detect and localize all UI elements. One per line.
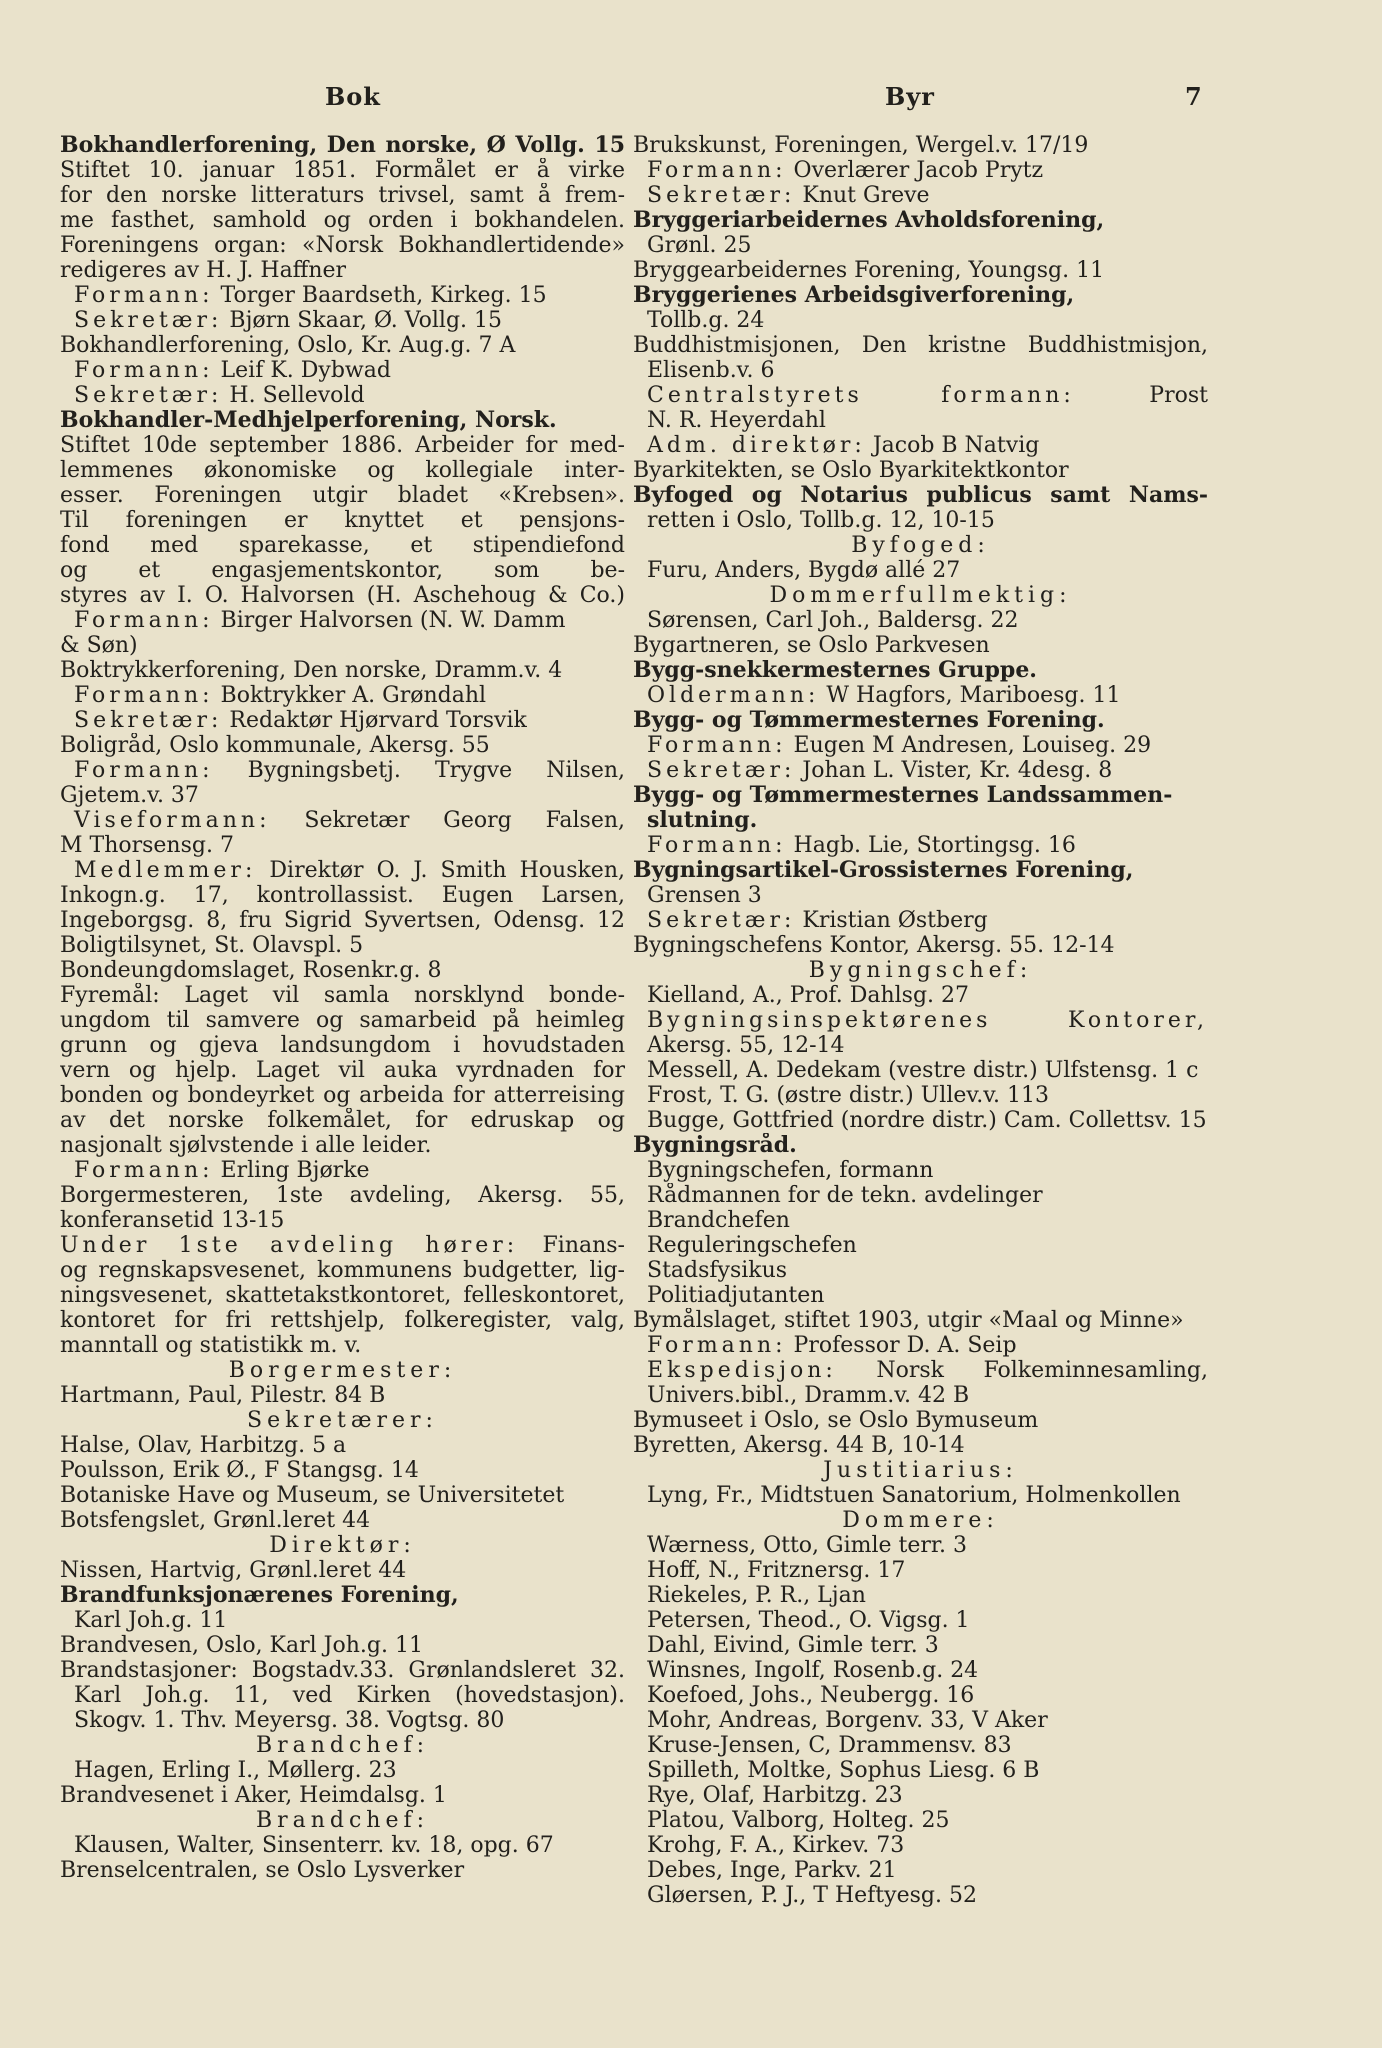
text-line: vern og hjelp. Laget vil auka vyrdnaden for bbox=[60, 1058, 625, 1083]
text-line: Bokhandlerforening, Oslo, Kr. Aug.g. 7 A bbox=[60, 333, 516, 358]
text-line: Direktør: bbox=[269, 1533, 416, 1558]
header-right: Byr bbox=[885, 82, 935, 111]
text-line: for den norske litteraturs trivsel, samt å frem- bbox=[60, 183, 625, 208]
text-line: Sekretær: Redaktør Hjørvard Torsvik bbox=[74, 708, 527, 733]
text-line: Medlemmer: Direktør O. J. Smith Housken, bbox=[74, 858, 625, 883]
text-line: Gløersen, P. J., T Heftyesg. 52 bbox=[647, 1883, 977, 1908]
text-line: Til foreningen er knyttet et pensjons- bbox=[60, 508, 625, 533]
text-line: Brandfunksjonærenes Forening, bbox=[60, 1583, 459, 1608]
text-line: Oldermann: W Hagfors, Mariboesg. 11 bbox=[647, 683, 1121, 708]
text-line: Ingeborgsg. 8, fru Sigrid Syvertsen, Odensg. 12 bbox=[60, 908, 625, 933]
text-line: Brandchef: bbox=[255, 1808, 430, 1833]
text-line: esser. Foreningen utgir bladet «Krebsen». bbox=[60, 483, 625, 508]
text-line: Frost, T. G. (østre distr.) Ullev.v. 113 bbox=[647, 1083, 1049, 1108]
text-line: grunn og gjeva landsungdom i hovudstaden bbox=[60, 1033, 625, 1058]
text-line: redigeres av H. J. Haffner bbox=[60, 258, 347, 283]
text-line: Bygg-snekkermesternes Gruppe. bbox=[633, 658, 1037, 683]
text-line: Ekspedisjon: Norsk Folkeminnesamling, bbox=[647, 1358, 1208, 1383]
text-line: Wærness, Otto, Gimle terr. 3 bbox=[647, 1533, 967, 1558]
text-line: Winsnes, Ingolf, Rosenb.g. 24 bbox=[647, 1658, 979, 1683]
text-line: Borgermesteren, 1ste avdeling, Akersg. 55, bbox=[60, 1183, 625, 1208]
text-line: kontoret for fri rettshjelp, folkeregister, valg, bbox=[60, 1308, 625, 1333]
text-line: Brenselcentralen, se Oslo Lysverker bbox=[60, 1858, 465, 1883]
text-line: Stiftet 10de september 1886. Arbeider for med- bbox=[60, 433, 625, 458]
text-line: Boligråd, Oslo kommunale, Akersg. 55 bbox=[60, 733, 490, 758]
text-line: Brandvesenet i Aker, Heimdalsg. 1 bbox=[60, 1783, 447, 1808]
text-line: Under 1ste avdeling hører: Finans- bbox=[60, 1233, 625, 1258]
text-line: Karl Joh.g. 11 bbox=[74, 1608, 228, 1633]
text-line: Grensen 3 bbox=[647, 883, 762, 908]
text-line: Brandchef: bbox=[255, 1733, 430, 1758]
text-line: Spilleth, Moltke, Sophus Liesg. 6 B bbox=[647, 1758, 1040, 1783]
text-line: Dommerfullmektig: bbox=[769, 583, 1072, 608]
text-line: Riekeles, P. R., Ljan bbox=[647, 1583, 866, 1608]
text-line: Sekretær: Johan L. Vister, Kr. 4desg. 8 bbox=[647, 758, 1113, 783]
text-line: Nissen, Hartvig, Grønl.leret 44 bbox=[60, 1558, 407, 1583]
text-line: Boligtilsynet, St. Olavspl. 5 bbox=[60, 933, 364, 958]
text-line: Viseformann: Sekretær Georg Falsen, bbox=[74, 808, 625, 833]
text-line: Bymålslaget, stiftet 1903, utgir «Maal og Minne» bbox=[633, 1308, 1184, 1333]
text-line: Bygningsinspektørenes Kontorer, bbox=[647, 1008, 1208, 1033]
text-line: Byretten, Akersg. 44 B, 10-14 bbox=[633, 1433, 965, 1458]
text-line: Formann: Overlærer Jacob Prytz bbox=[647, 158, 1044, 183]
text-line: styres av I. O. Halvorsen (H. Aschehoug & Co.) bbox=[60, 583, 625, 608]
text-line: Bymuseet i Oslo, se Oslo Bymuseum bbox=[633, 1408, 1039, 1433]
header-left: Bok bbox=[325, 82, 381, 111]
text-line: slutning. bbox=[647, 808, 758, 833]
text-line: Bygningschefen, formann bbox=[647, 1158, 934, 1183]
text-line: Akersg. 55, 12-14 bbox=[647, 1033, 845, 1058]
text-line: Platou, Valborg, Holteg. 25 bbox=[647, 1808, 950, 1833]
text-line: manntall og statistikk m. v. bbox=[60, 1333, 362, 1358]
text-line: Botsfengslet, Grønl.leret 44 bbox=[60, 1508, 371, 1533]
text-line: Rådmannen for de tekn. avdelinger bbox=[647, 1183, 1043, 1208]
text-line: konferansetid 13-15 bbox=[60, 1208, 285, 1233]
text-line: Krohg, F. A., Kirkev. 73 bbox=[647, 1833, 905, 1858]
text-line: Bokhandler-Medhjelperforening, Norsk. bbox=[60, 408, 557, 433]
text-line: Tollb.g. 24 bbox=[647, 308, 765, 333]
text-line: Bryggearbeidernes Forening, Youngsg. 11 bbox=[633, 258, 1105, 283]
text-line: Botaniske Have og Museum, se Universitetet bbox=[60, 1483, 565, 1508]
text-line: Bokhandlerforening, Den norske, Ø Vollg. 15 bbox=[60, 133, 625, 158]
text-line: Furu, Anders, Bygdø allé 27 bbox=[647, 558, 961, 583]
text-line: Mohr, Andreas, Borgenv. 33, V Aker bbox=[647, 1708, 1048, 1733]
text-line: Stadsfysikus bbox=[647, 1258, 788, 1283]
text-line: Skogv. 1. Thv. Meyersg. 38. Vogtsg. 80 bbox=[74, 1708, 505, 1733]
text-line: Gjetem.v. 37 bbox=[60, 783, 199, 808]
text-line: Petersen, Theod., O. Vigsg. 1 bbox=[647, 1608, 970, 1633]
text-line: Bygningschefens Kontor, Akersg. 55. 12-14 bbox=[633, 933, 1115, 958]
text-line: Formann: Birger Halvorsen (N. W. Damm bbox=[74, 608, 566, 633]
text-line: Poulsson, Erik Ø., F Stangsg. 14 bbox=[60, 1458, 419, 1483]
text-line: ungdom til samvere og samarbeid på heimleg bbox=[60, 1008, 625, 1033]
page-number: 7 bbox=[1185, 82, 1203, 111]
text-line: av det norske folkemålet, for edruskap og bbox=[60, 1108, 625, 1133]
text-line: Koefoed, Johs., Neubergg. 16 bbox=[647, 1683, 975, 1708]
text-line: Bygg- og Tømmermesternes Forening. bbox=[633, 708, 1105, 733]
text-line: Formann: Erling Bjørke bbox=[74, 1158, 370, 1183]
text-line: Sekretær: Kristian Østberg bbox=[647, 908, 988, 933]
text-line: og regnskapsvesenet, kommunens budgetter, lig- bbox=[60, 1258, 625, 1283]
text-line: Sørensen, Carl Joh., Baldersg. 22 bbox=[647, 608, 1019, 633]
text-line: nasjonalt sjølvstende i alle leider. bbox=[60, 1133, 432, 1158]
left-column bbox=[60, 133, 625, 1883]
text-line: Sekretær: H. Sellevold bbox=[74, 383, 365, 408]
text-line: Boktrykkerforening, Den norske, Dramm.v. 4 bbox=[60, 658, 563, 683]
text-line: Halse, Olav, Harbitzg. 5 a bbox=[60, 1433, 347, 1458]
text-line: Dahl, Eivind, Gimle terr. 3 bbox=[647, 1633, 939, 1658]
text-line: Grønl. 25 bbox=[647, 233, 752, 258]
text-line: Univers.bibl., Dramm.v. 42 B bbox=[647, 1383, 970, 1408]
text-line: Centralstyrets formann: Prost bbox=[647, 383, 1208, 408]
text-line: Bygartneren, se Oslo Parkvesen bbox=[633, 633, 990, 658]
text-line: Formann: Hagb. Lie, Stortingsg. 16 bbox=[647, 833, 1076, 858]
text-line: Politiadjutanten bbox=[647, 1283, 825, 1308]
text-line: Bygningschef: bbox=[808, 958, 1033, 983]
text-line: Brandchefen bbox=[647, 1208, 790, 1233]
text-line: Lyng, Fr., Midtstuen Sanatorium, Holmenkollen bbox=[647, 1483, 1181, 1508]
text-line: Brandvesen, Oslo, Karl Joh.g. 11 bbox=[60, 1633, 423, 1658]
text-line: Fyremål: Laget vil samla norsklynd bonde- bbox=[60, 983, 625, 1008]
text-line: Bugge, Gottfried (nordre distr.) Cam. Collettsv. 15 bbox=[647, 1108, 1207, 1133]
right-column bbox=[633, 133, 1208, 1908]
text-line: Sekretær: Knut Greve bbox=[647, 183, 930, 208]
text-line: Buddhistmisjonen, Den kristne Buddhistmisjon, bbox=[633, 333, 1208, 358]
text-line: Stiftet 10. januar 1851. Formålet er å virke bbox=[60, 158, 625, 183]
text-line: Elisenb.v. 6 bbox=[647, 358, 775, 383]
text-line: lemmenes økonomiske og kollegiale inter- bbox=[60, 458, 625, 483]
text-line: Inkogn.g. 17, kontrollassist. Eugen Larsen, bbox=[60, 883, 625, 908]
text-line: Sekretær: Bjørn Skaar, Ø. Vollg. 15 bbox=[74, 308, 503, 333]
text-line: Hoff, N., Fritznersg. 17 bbox=[647, 1558, 906, 1583]
text-line: Klausen, Walter, Sinsenterr. kv. 18, opg. 67 bbox=[74, 1833, 554, 1858]
text-line: Formann: Torger Baardseth, Kirkeg. 15 bbox=[74, 283, 547, 308]
text-line: bonden og bondeyrket og arbeida for atterreising bbox=[60, 1083, 625, 1108]
text-line: Bygningsartikel-Grossisternes Forening, bbox=[633, 858, 1134, 883]
text-line: Bryggeriarbeidernes Avholdsforening, bbox=[633, 208, 1105, 233]
text-line: Borgermester: bbox=[228, 1358, 457, 1383]
text-line: Brukskunst, Foreningen, Wergel.v. 17/19 bbox=[633, 133, 1089, 158]
text-line: Bryggerienes Arbeidsgiverforening, bbox=[633, 283, 1075, 308]
text-line: Bondeungdomslaget, Rosenkr.g. 8 bbox=[60, 958, 442, 983]
text-line: Reguleringschefen bbox=[647, 1233, 857, 1258]
text-line: Sekretærer: bbox=[247, 1408, 438, 1433]
text-line: Kruse-Jensen, C, Drammensv. 83 bbox=[647, 1733, 1012, 1758]
text-line: Kielland, A., Prof. Dahlsg. 27 bbox=[647, 983, 970, 1008]
text-line: Brandstasjoner: Bogstadv.33. Grønlandsleret 32. bbox=[60, 1658, 625, 1683]
text-line: Hagen, Erling I., Møllerg. 23 bbox=[74, 1758, 397, 1783]
text-line: Bygningsråd. bbox=[633, 1133, 797, 1158]
text-line: Formann: Bygningsbetj. Trygve Nilsen, bbox=[74, 758, 625, 783]
text-line: Hartmann, Paul, Pilestr. 84 B bbox=[60, 1383, 386, 1408]
text-line: Byfoged: bbox=[851, 533, 990, 558]
text-line: Byfoged og Notarius publicus samt Nams- bbox=[633, 483, 1208, 508]
text-line: Bygg- og Tømmermesternes Landssammen- bbox=[633, 783, 1173, 808]
text-line: Messell, A. Dedekam (vestre distr.) Ulfstensg. 1 c bbox=[647, 1058, 1199, 1083]
text-line: Byarkitekten, se Oslo Byarkitektkontor bbox=[633, 458, 1069, 483]
text-line: & Søn) bbox=[60, 633, 138, 658]
text-line: me fasthet, samhold og orden i bokhandelen. bbox=[60, 208, 625, 233]
text-line: og et engasjementskontor, som be- bbox=[60, 558, 625, 583]
text-line: Karl Joh.g. 11, ved Kirken (hovedstasjon). bbox=[74, 1683, 625, 1708]
text-line: N. R. Heyerdahl bbox=[647, 408, 826, 433]
text-line: Formann: Professor D. A. Seip bbox=[647, 1333, 1017, 1358]
text-line: Dommere: bbox=[842, 1508, 999, 1533]
text-line: fond med sparekasse, et stipendiefond bbox=[60, 533, 625, 558]
text-line: M Thorsensg. 7 bbox=[60, 833, 234, 858]
text-line: Foreningens organ: «Norsk Bokhandlertidende» bbox=[60, 233, 625, 258]
text-line: Formann: Leif K. Dybwad bbox=[74, 358, 391, 383]
text-line: retten i Oslo, Tollb.g. 12, 10-15 bbox=[647, 508, 995, 533]
text-line: Adm. direktør: Jacob B Natvig bbox=[647, 433, 1040, 458]
text-line: Justitiarius: bbox=[823, 1458, 1018, 1483]
text-line: ningsvesenet, skattetakstkontoret, felleskontoret, bbox=[60, 1283, 625, 1308]
text-line: Debes, Inge, Parkv. 21 bbox=[647, 1858, 897, 1883]
text-line: Formann: Boktrykker A. Grøndahl bbox=[74, 683, 487, 708]
text-line: Rye, Olaf, Harbitzg. 23 bbox=[647, 1783, 903, 1808]
text-line: Formann: Eugen M Andresen, Louiseg. 29 bbox=[647, 733, 1152, 758]
